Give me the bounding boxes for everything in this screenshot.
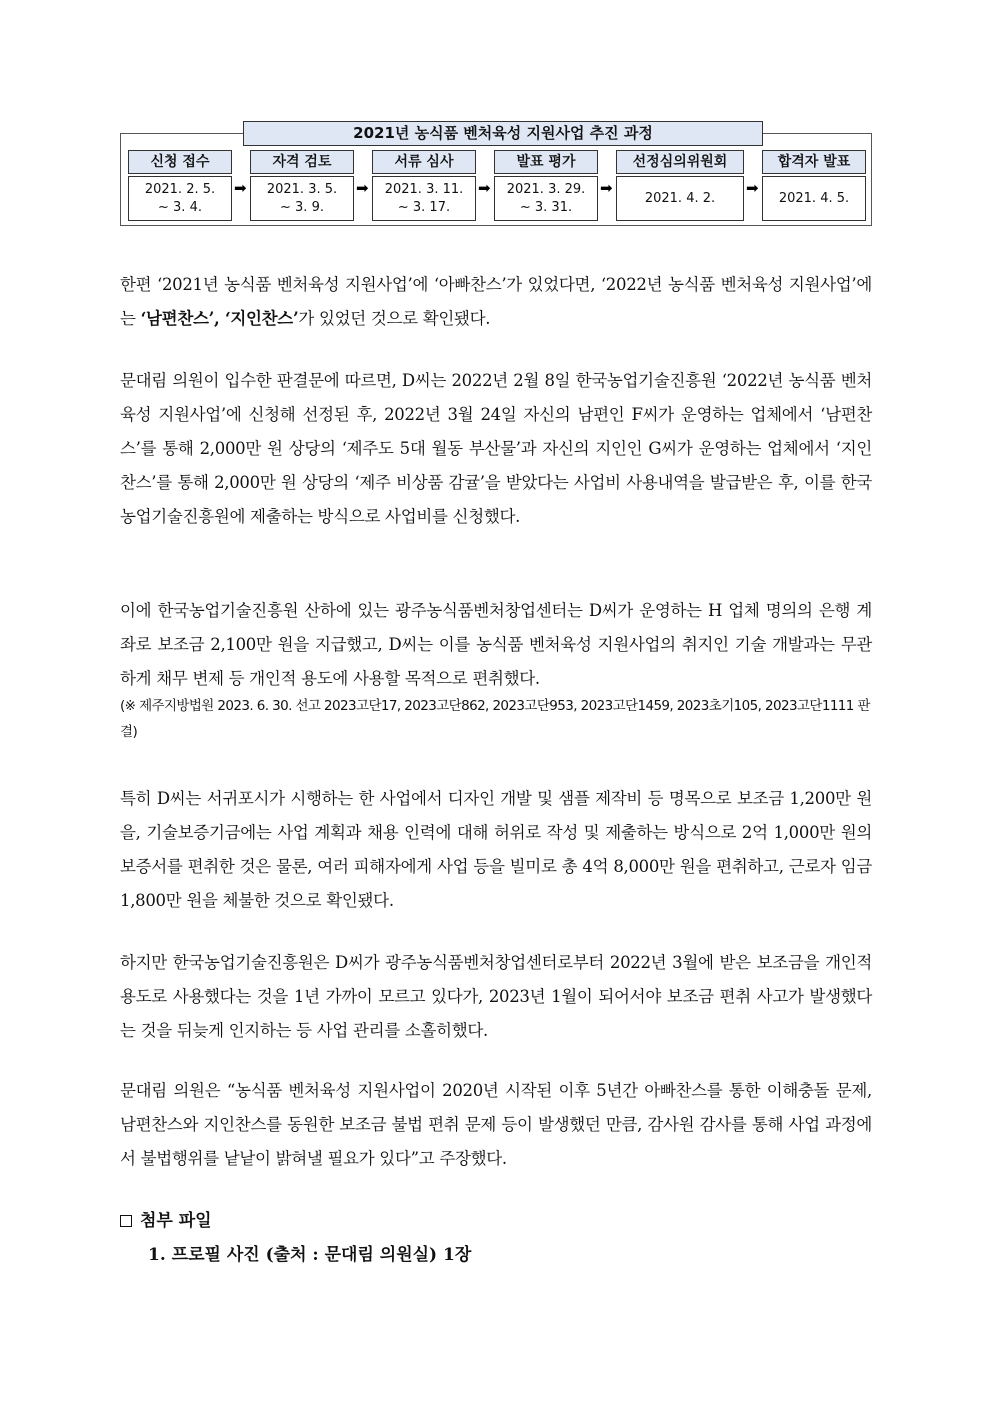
step-dates <box>616 176 744 221</box>
court-citation-note: (※ 제주지방법원 2023. 6. 30. 선고 2023고단17, 2023고단862, 2023고단953, 2023고단1459, 2023초기105, 2023고단1111 판결) <box>120 698 870 740</box>
step-date-end: ~ 3. 31. <box>519 199 573 215</box>
step-date-start: 2021. 4. 5. <box>778 190 850 206</box>
step-dates <box>250 176 354 221</box>
step-dates <box>494 176 598 221</box>
step-label: 합격자 발표 <box>762 150 866 174</box>
arrow-icon: ➡ <box>600 179 613 197</box>
step-dates <box>762 176 866 221</box>
arrow-icon: ➡ <box>478 179 491 197</box>
arrow-icon: ➡ <box>234 179 247 197</box>
arrow-icon: ➡ <box>746 179 759 197</box>
step-label: 신청 접수 <box>128 150 232 174</box>
step-date-start: 2021. 3. 11. <box>384 181 464 197</box>
step-date-end: ~ 3. 9. <box>280 199 324 215</box>
attachments-heading-text: 첨부 파일 <box>140 1211 212 1231</box>
process-title: 2021년 농식품 벤처육성 지원사업 추진 과정 <box>243 121 763 146</box>
emphasis-text: ‘남편찬스’ <box>140 309 215 328</box>
step-date-start: 2021. 3. 5. <box>266 181 338 197</box>
paragraph-4: 특히 D씨는 서귀포시가 시행하는 한 사업에서 디자인 개발 및 샘플 제작비 등 명목으로 보조금 1,200만 원을, 기술보증기금에는 사업 계획과 채용 인력에 대해 허위로 작성 및 제출하는 방식으로 2억 1,000만 원의 보증서를 편취한 것은 물론, 여러 피해자에게 사업 등을 빌미로 총 4억 8,000만 원을 편취하고, 근로자 임금 1,800만 원을 체불한 것으로 확인됐다. <box>120 789 872 910</box>
checkbox-square-icon <box>120 1215 132 1227</box>
emphasis-text: ‘지인찬스’ <box>224 309 299 328</box>
paragraph-text: 한편 ‘2021년 농식품 벤처육성 지원사업’에 ‘아빠찬스’가 있었다면, ‘2022년 농식품 벤처육성 지원사업’에는 <box>120 275 872 328</box>
step-date-start: 2021. 3. 29. <box>506 181 586 197</box>
step-date-start: 2021. 2. 5. <box>144 181 216 197</box>
step-label: 서류 심사 <box>372 150 476 174</box>
step-date-end: ~ 3. 17. <box>397 199 451 215</box>
paragraph-2: 문대림 의원이 입수한 판결문에 따르면, D씨는 2022년 2월 8일 한국농업기술진흥원 ‘2022년 농식품 벤처육성 지원사업’에 신청해 선정된 후, 2022년 3월 24일 자신의 남편인 F씨가 운영하는 업체에서 ‘남편찬스’를 통해 2,000만 원 상당의 ‘제주도 5대 월동 부산물’과 자신의 지인인 G씨가 운영하는 업체에서 ‘지인찬스’를 통해 2,000만 원 상당의 ‘제주 비상품 감귤’을 받았다는 사업비 사용내역을 발급받은 후, 이를 한국농업기술진흥원에 제출하는 방식으로 사업비를 신청했다. <box>120 371 872 526</box>
step-label: 발표 평가 <box>494 150 598 174</box>
attachments-heading <box>120 1206 212 1231</box>
paragraph-6: 문대림 의원은 “농식품 벤처육성 지원사업이 2020년 시작된 이후 5년간 아빠찬스를 통한 이해충돌 문제, 남편찬스와 지인찬스를 동원한 보조금 불법 편취 문제 등이 발생했던 만큼, 감사원 감사를 통해 사업 과정에서 불법행위를 낱낱이 밝혀낼 필요가 있다”고 주장했다. <box>120 1081 872 1168</box>
arrow-icon: ➡ <box>356 179 369 197</box>
step-label: 자격 검토 <box>250 150 354 174</box>
paragraph-3: 이에 한국농업기술진흥원 산하에 있는 광주농식품벤처창업센터는 D씨가 운영하는 H 업체 명의의 은행 계좌로 보조금 2,100만 원을 지급했고, D씨는 이를 농식품 벤처육성 지원사업의 취지인 기술 개발과는 무관하게 채무 변제 등 개인적 용도에 사용할 목적으로 편취했다. <box>120 601 872 688</box>
paragraph-1 <box>120 268 872 336</box>
paragraph-5: 하지만 한국농업기술진흥원은 D씨가 광주농식품벤처창업센터로부터 2022년 3월에 받은 보조금을 개인적 용도로 사용했다는 것을 1년 가까이 모르고 있다가, 2023년 1월이 되어서야 보조금 편취 사고가 발생했다는 것을 뒤늦게 인지하는 등 사업 관리를 소홀히했다. <box>120 953 872 1040</box>
step-dates <box>128 176 232 221</box>
step-date-start: 2021. 4. 2. <box>644 190 716 206</box>
step-label: 선정심의위원회 <box>616 150 744 174</box>
paragraph-text: 가 있었던 것으로 확인됐다. <box>298 309 491 328</box>
step-date-end: ~ 3. 4. <box>158 199 202 215</box>
step-dates <box>372 176 476 221</box>
emphasis-separator: , <box>214 309 225 328</box>
attachment-item: 1. 프로필 사진 (출처 : 문대림 의원실) 1장 <box>148 1245 472 1265</box>
